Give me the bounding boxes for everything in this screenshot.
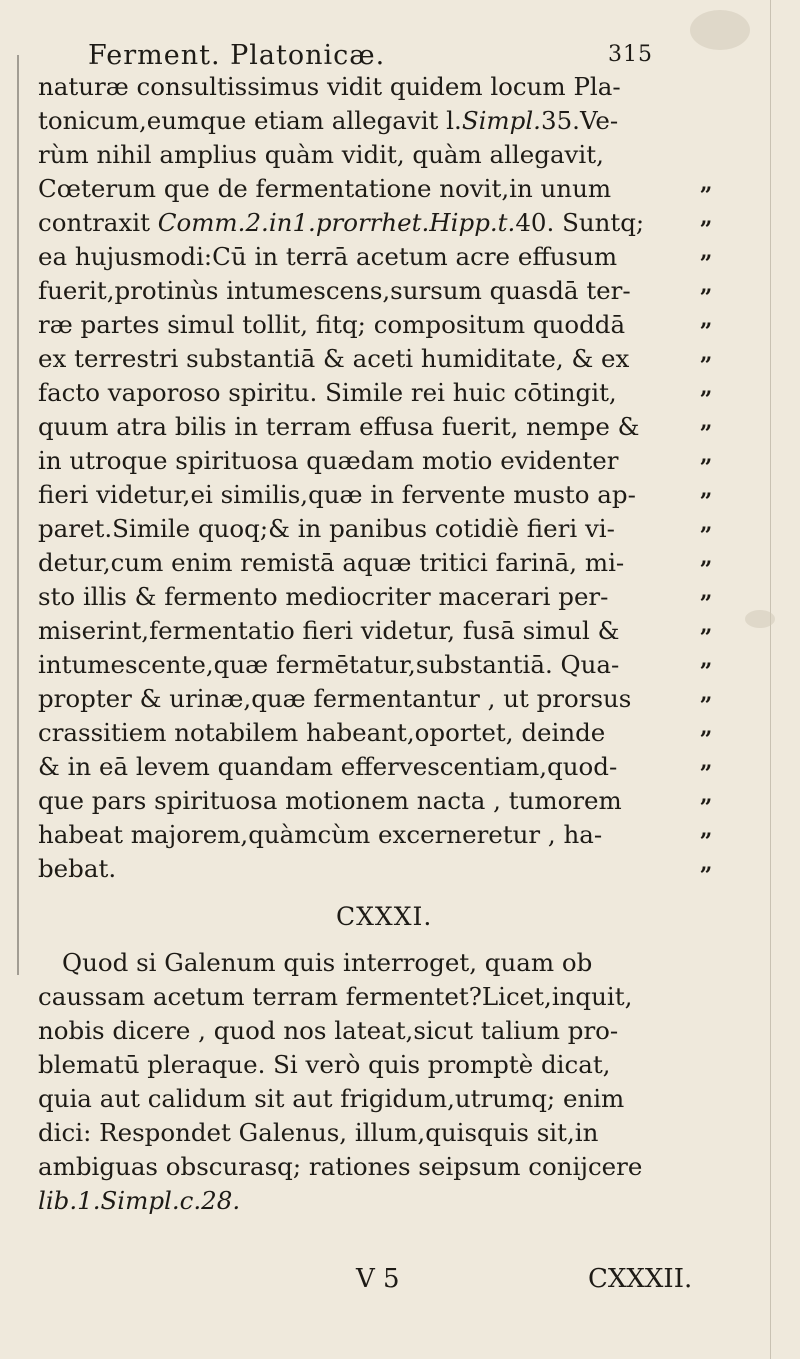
text-line: quia aut calidum sit aut frigidum,utrumq; enim: [38, 1084, 625, 1113]
quote-mark: „: [700, 170, 711, 196]
paper-stain: [690, 10, 750, 50]
quote-mark: „: [700, 204, 711, 230]
text-line: & in eā levem quandam effervescentiam,quod-: [38, 752, 618, 781]
quote-mark: „: [700, 238, 711, 264]
text-line: sto illis & fermento mediocriter macerari per-: [38, 582, 609, 611]
text-line: bebat.: [38, 854, 117, 883]
text-line: detur,cum enim remistā aquæ tritici farinā, mi-: [38, 548, 625, 577]
text-line: que pars spirituosa motionem nacta , tumorem: [38, 786, 622, 815]
text-line: intumescente,quæ fermētatur,substantiā. Qua-: [38, 650, 620, 679]
quote-mark: „: [700, 510, 711, 536]
text-line: habeat majorem,quàmcùm excerneretur , ha-: [38, 820, 603, 849]
text-line: fuerit,protinùs intumescens,sursum quasdā ter-: [38, 276, 631, 305]
citation: lib.1.Simpl.c.28.: [38, 1186, 241, 1215]
text-line: ex terrestri substantiā & aceti humiditate, & ex: [38, 344, 630, 373]
section-heading: CXXXI.: [336, 902, 433, 931]
text-line: miserint,fermentatio fieri videtur, fusā simul &: [38, 616, 620, 645]
quote-mark: „: [700, 612, 711, 638]
quote-mark: „: [700, 476, 711, 502]
text-line: ea hujusmodi:Cū in terrā acetum acre effusum: [38, 242, 618, 271]
paper-stain: [745, 610, 775, 628]
text-line: paret.Simile quoq;& in panibus cotidiè fieri vi-: [38, 514, 615, 543]
text-line: ambiguas obscurasq; rationes seipsum conijcere: [38, 1152, 643, 1181]
text-line: facto vaporoso spiritu. Simile rei huic cōtingit,: [38, 378, 617, 407]
quote-mark: „: [700, 714, 711, 740]
quote-mark: „: [700, 442, 711, 468]
page-number: 315: [608, 42, 653, 67]
text-line: fieri videtur,ei similis,quæ in fervente musto ap-: [38, 480, 636, 509]
quote-mark: „: [700, 578, 711, 604]
text-line: Cœterum que de fermentatione novit,in unum: [38, 174, 612, 203]
signature-mark: V 5: [356, 1264, 400, 1294]
quote-mark: „: [700, 374, 711, 400]
text-line: in utroque spirituosa quædam motio evidenter: [38, 446, 619, 475]
text-line: nobis dicere , quod nos lateat,sicut talium pro-: [38, 1016, 619, 1045]
quote-mark: „: [700, 850, 711, 876]
text-line: naturæ consultissimus vidit quidem locum Pla-: [38, 72, 621, 101]
text-line: crassitiem notabilem habeant,oportet, deinde: [38, 718, 606, 747]
text-line: caussam acetum terram fermentet?Licet,inquit,: [38, 982, 633, 1011]
quote-mark: „: [700, 646, 711, 672]
quote-mark: „: [700, 306, 711, 332]
page-edge: [770, 0, 771, 1359]
text-line: dici: Respondet Galenus, illum,quisquis sit,in: [38, 1118, 599, 1147]
text-line: tonicum,eumque etiam allegavit l.Simpl.35.Ve-: [38, 106, 619, 135]
quote-mark: „: [700, 340, 711, 366]
quote-mark: „: [700, 544, 711, 570]
gutter-edge: [17, 55, 19, 975]
quote-mark: „: [700, 782, 711, 808]
quote-mark: „: [700, 816, 711, 842]
text-line: propter & urinæ,quæ fermentantur , ut prorsus: [38, 684, 632, 713]
running-title: Ferment. Platonicæ.: [88, 40, 386, 71]
quote-mark: „: [700, 748, 711, 774]
text-line: blematū pleraque. Si verò quis promptè dicat,: [38, 1050, 611, 1079]
quote-mark: „: [700, 272, 711, 298]
text-line: contraxit Comm.2.in1.prorrhet.Hipp.t.40. Suntq;: [38, 208, 645, 237]
text-line: Quod si Galenum quis interroget, quam ob: [62, 948, 593, 977]
quote-mark: „: [700, 408, 711, 434]
text-line: rùm nihil amplius quàm vidit, quàm allegavit,: [38, 140, 604, 169]
catchword: CXXXII.: [588, 1264, 693, 1294]
quote-mark: „: [700, 680, 711, 706]
text-line: [38, 1184, 240, 1218]
text-line: ræ partes simul tollit, fitq; compositum quoddā: [38, 310, 626, 339]
text-line: quum atra bilis in terram effusa fuerit, nempe &: [38, 412, 640, 441]
